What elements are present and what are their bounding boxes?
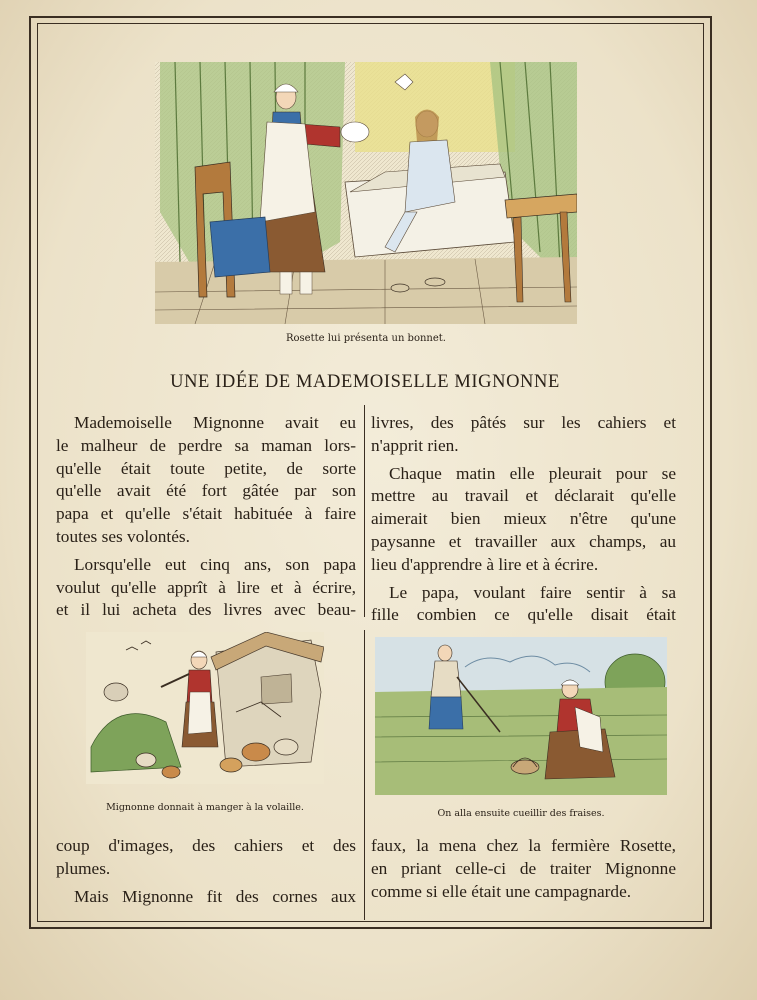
text-line: toutes ses volontés.	[56, 526, 190, 546]
text-line: aimerait bien mieux n'être qu'une	[371, 509, 676, 529]
text-line: et il lui acheta des livres avec beau-	[56, 600, 356, 620]
text-line: fille combien ce qu'elle disait était	[371, 605, 676, 625]
text-line: le malheur de perdre sa maman lors-	[56, 435, 356, 455]
text-line: qu'elle avait été fort gâtée par son	[56, 481, 356, 501]
paragraph	[371, 582, 676, 628]
paragraph	[371, 463, 676, 577]
text-line: mettre au travail et déclarait qu'elle	[371, 486, 676, 506]
illustration-strawberries	[375, 637, 667, 795]
chapter-title: UNE IDÉE DE MADEMOISELLE MIGNONNE	[170, 372, 560, 392]
paragraph	[56, 412, 356, 549]
text-line: en priant celle-ci de traiter Mignonne	[371, 858, 676, 878]
text-line: faux, la mena chez la fermière Rosette,	[371, 836, 676, 855]
text-line: voulut qu'elle apprît à lire et à écrire,	[56, 577, 356, 597]
caption-top: Rosette lui présenta un bonnet.	[286, 333, 446, 344]
text-column-left-top	[56, 412, 356, 627]
caption-left: Mignonne donnait à manger à la volaille.	[106, 802, 304, 813]
paragraph	[56, 835, 356, 881]
text-line: Chaque matin elle pleurait pour se	[389, 463, 676, 483]
text-line: Mademoiselle Mignonne avait eu	[74, 413, 356, 432]
column-divider-bottom	[364, 630, 365, 920]
text-line: comme si elle était une campagnarde.	[371, 881, 632, 901]
text-line: livres, des pâtés sur les cahiers et	[371, 413, 676, 432]
text-line: Le papa, voulant faire sentir à sa	[389, 582, 676, 602]
paragraph	[56, 886, 356, 909]
text-line: plumes.	[56, 858, 111, 878]
text-line: Lorsqu'elle eut cinq ans, son papa	[74, 554, 356, 574]
text-line: coup d'images, des cahiers et des	[56, 836, 356, 855]
paragraph	[371, 412, 676, 458]
text-column-right-top	[371, 412, 676, 632]
text-line: n'apprit rien.	[371, 435, 459, 455]
text-column-right-bottom	[371, 835, 676, 908]
text-line: papa et qu'elle s'était habituée à faire	[56, 504, 356, 524]
caption-right: On alla ensuite cueillir des fraises.	[437, 808, 605, 819]
text-line: Mais Mignonne fit des cornes aux	[74, 886, 356, 906]
paragraph	[371, 835, 676, 903]
paragraph	[56, 554, 356, 622]
text-line: lieu d'apprendre à lire et à écrire.	[371, 554, 599, 574]
illustration-bedroom	[155, 62, 577, 324]
text-line: qu'elle était toute petite, de sorte	[56, 458, 356, 478]
text-column-left-bottom	[56, 835, 356, 913]
illustration-poultry	[86, 632, 324, 784]
text-line: paysanne et travailler aux champs, au	[371, 531, 676, 551]
column-divider-top	[364, 405, 365, 617]
